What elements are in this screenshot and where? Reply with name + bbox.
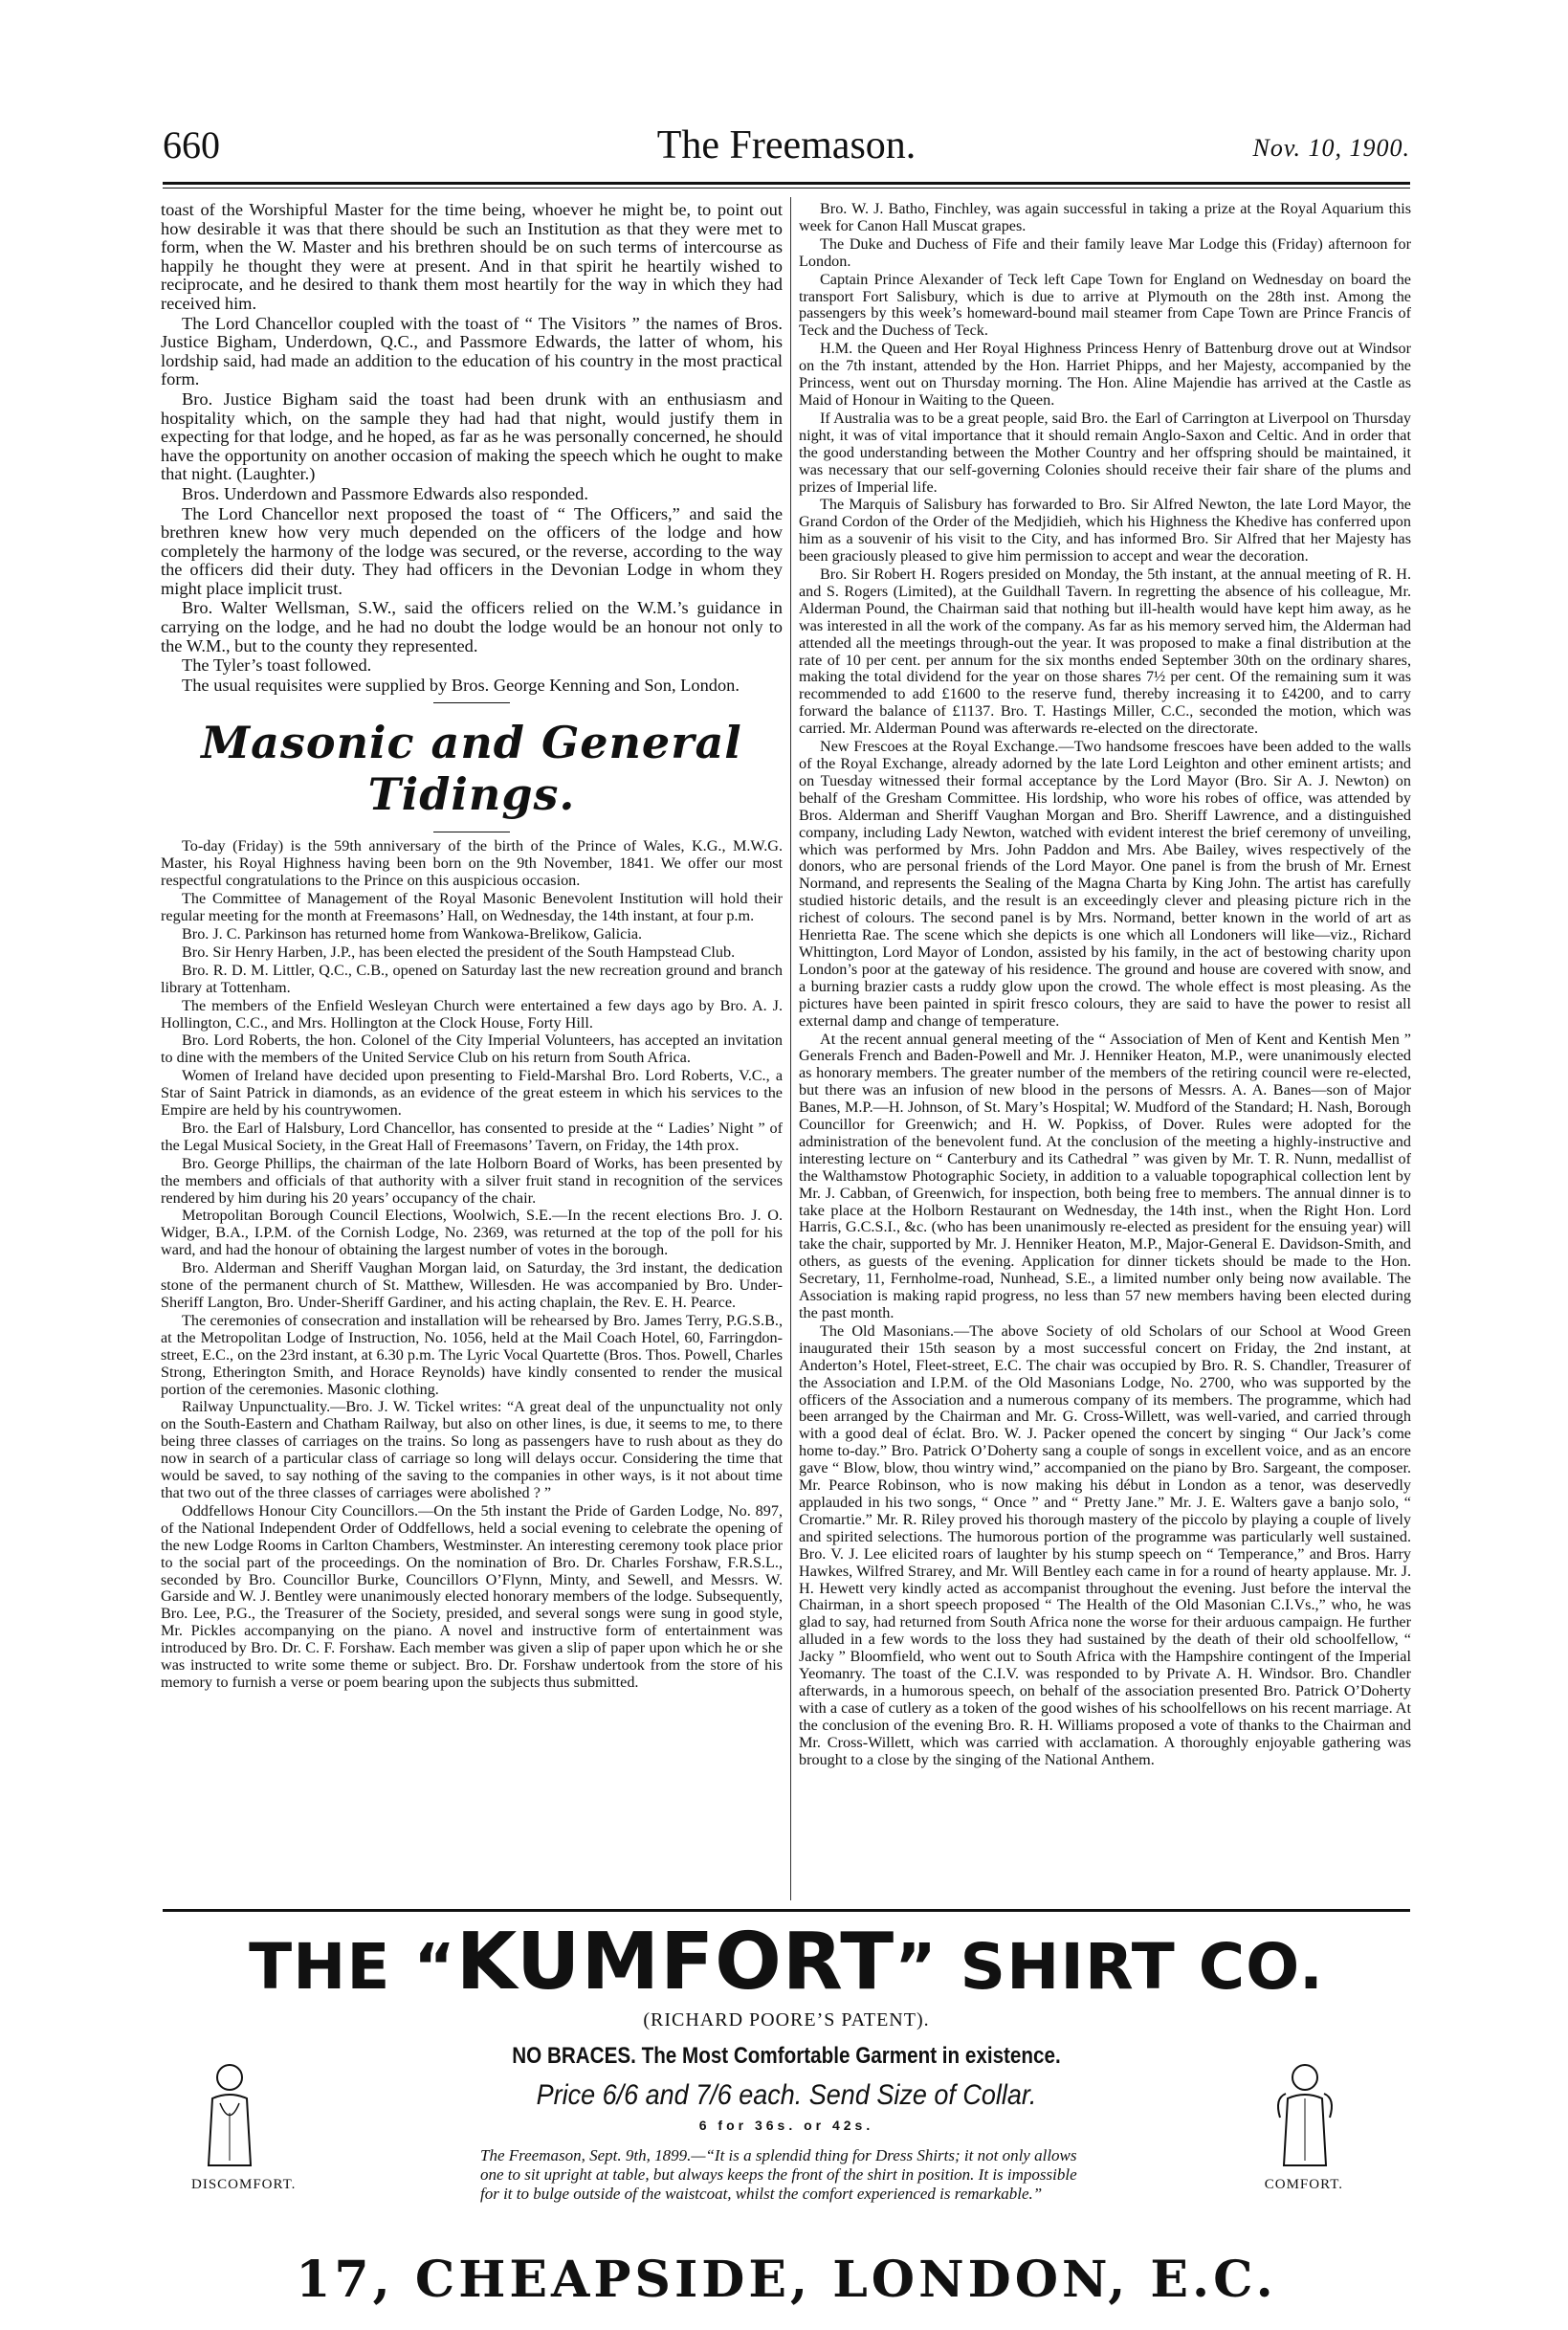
discomfort-figure-illustration xyxy=(191,2060,268,2175)
advert-title: THE “KUMFORT” SHIRT CO. xyxy=(249,1917,1324,2008)
comfort-figure-illustration xyxy=(1267,2060,1343,2175)
column-separator xyxy=(790,197,791,1900)
header-rule-thin xyxy=(163,188,1410,189)
news-item: The Old Masonians.—The above Society of old Scholars of our School at Wood Green inaugurated their 15th season by a most successful concert on Friday, the 2nd instant, at Anderton’s Hotel, Fleet-street, E.C. The chair was occupied by Bro. R. S. Chandler, Treasurer of the Association and I.P.M. of the Old Masonians Lodge, No. 2700, who was supported by the officers of the Association and a numerous company of its members. The programme, which had been arranged by the Chairman and Mr. G. Cross-Willett, was well-varied, and carried through with a good deal of éclat. Bro. W. J. Packer opened the concert by singing “ Our Jack’s come home to-day.” Bro. Patrick O’Doherty sang a couple of songs in excellent voice, and as an encore gave “ Blow, blow, thou wintry wind,” accompanied on the piano by Bro. Sargeant, the composer. Mr. Pearce Robinson, who is now making his début in London as a tenor, was deservedly applauded in his two songs, “ Once ” and “ Pretty Jane.” Mr. J. E. Walters gave a banjo solo, “ Cromartie.” Mr. R. Riley proved his thorough mastery of the piccolo by playing a couple of lively and spirited selections. The humorous portion of the programme was particularly well sustained. Bro. V. J. Lee elicited roars of laughter by his stump speech on “ Temperance,” and Bros. Harry Hawkes, Wilfred Strarey, and Mr. Will Bentley each came in for a round of hearty applause. Mr. J. H. Hewett very kindly acted as accompanist throughout the evening. Just before the interval the Chairman, in a short speech proposed “ The Health of the Old Masonian C.I.Vs.,” who, he was glad to say, had returned from South Africa none the worse for their arduous campaign. He further alluded in a few words to the loss they had sustained by the death of their old schoolfellow, “ Jacky ” Bloomfield, who went out to South Africa with the Hampshire contingent of the Imperial Yeomanry. The toast of the C.I.V. was responded to by Private A. H. Windsor. Bro. Chandler afterwards, in a humorous speech, on behalf of the association presented Bro. Patrick O’Doherty with a case of cutlery as a token of the good wishes of his schoolfellows on his recent marriage. At the conclusion of the evening Bro. R. H. Williams proposed a vote of thanks to the Chairman and Mr. Cross-Willett, which was carried with acclamation. A thoroughly enjoyable gathering was brought to a close by the singing of the National Anthem. xyxy=(799,1321,1411,1768)
news-item: The ceremonies of consecration and installation will be rehearsed by Bro. James Terry, P.G.S.B., at the Metropolitan Lodge of Instruction, No. 1056, held at the Mail Coach Hotel, 60, Farringdon-street, E.C., on the 23rd instant, at 6.30 p.m. The Lyric Vocal Quartette (Bros. Thos. Powell, Charles Strong, Etherington Smith, and Horace Reynolds) have kindly consented to render the musical portion of the ceremonies. Masonic clothing. xyxy=(161,1311,783,1398)
news-item: The Duke and Duchess of Fife and their family leave Mar Lodge this (Friday) afternoon for London. xyxy=(799,234,1411,270)
article-paragraph: Bro. Justice Bigham said the toast had been drunk with an enthusiasm and hospitality which, on the sample they had had that night, would justify them in expecting for that lodge, and he hoped, as far as he was personally concerned, he should have the opportunity on another occasion of making the speech which he ought to make that night. (Laughter.) xyxy=(161,388,783,484)
page-header xyxy=(163,122,1410,180)
caption-comfort: COMFORT. xyxy=(1264,2177,1343,2192)
article-paragraph: The Tyler’s toast followed. xyxy=(182,655,372,676)
news-item: Bro. George Phillips, the chairman of the late Holborn Board of Works, has been presented by the members and officials of that authority with a silver fruit stand in recognition of the services rendered by him during his 20 years’ occupancy of the chair. xyxy=(161,1154,783,1207)
right-column xyxy=(799,201,1411,1769)
page-number: 660 xyxy=(163,123,220,166)
news-item: Bro. W. J. Batho, Finchley, was again successful in taking a prize at the Royal Aquarium this week for Canon Hall Muscat grapes. xyxy=(799,200,1411,234)
news-item: Bro. Sir Robert H. Rogers presided on Monday, the 5th instant, at the annual meeting of R. H. and S. Rogers (Limited), at the Guildhall Tavern. In regretting the absence of his colleague, Mr. Alderman Pound, the Chairman said that nothing but ill-health would have kept him away, as he was interested in all the work of the company. As far as his memory served him, the Alderman had attended all the meetings through-out the year. It was proposed to make a final distribution at the rate of 10 per cent. per annum for the six months ended September 30th on the ordinary shares, making the total dividend for the year on those shares 7½ per cent. Of the remaining sum it was recommended to add £1600 to the reserve fund, thereby increasing it to £4200, and to carry forward the balance of £1137. Bro. T. Hastings Miller, C.C., seconded the motion, which was carried. Mr. Alderman Pound was afterwards re-elected on the directorate. xyxy=(799,566,1411,738)
kumfort-advertisement xyxy=(163,1917,1410,2319)
advert-price: Price 6/6 and 7/6 each. Send Size of Collar. xyxy=(536,2079,1037,2111)
news-item: Captain Prince Alexander of Teck left Cape Town for England on Wednesday on board the transport Fort Salisbury, which is due to arrive at Plymouth on the 28th inst. Among the passengers by this week’s homeward-bound mail steamer from Cape Town are Prince Francis of Teck and the Duchess of Teck. xyxy=(799,270,1411,340)
news-item: Oddfellows Honour City Councillors.—On the 5th instant the Pride of Garden Lodge, No. 897, of the National Independent Order of Oddfellows, held a social evening to celebrate the opening of the new Lodge Rooms in Carlton Chambers, Westminster. An interesting ceremony took place prior to the social part of the proceedings. On the nomination of Bro. Dr. Charles Forshaw, F.R.S.L., seconded by Bro. Councillor Burke, Councillors O’Flynn, Minty, and Sewell, and Messrs. W. Garside and W. J. Bentley were unanimously elected honorary members of the lodge. Subsequently, Bro. Lee, P.G., the Treasurer of the Society, presided, and several songs were sung in good style, Mr. Pickles accompanying on the piano. A novel and instructive form of entertainment was introduced by Bro. Dr. C. F. Forshaw. Each member was given a slip of paper upon which he or she was instructed to write some theme or subject. Bro. Dr. Forshaw undertook from the store of his memory to furnish a verse or poem bearing upon the subjects thus submitted. xyxy=(161,1501,783,1691)
news-item: Bro. Alderman and Sheriff Vaughan Morgan laid, on Saturday, the 3rd instant, the dedication stone of the permanent church of St. Matthew, Willesden. He was accompanied by Bro. Under-Sheriff Langton, Bro. Under-Sheriff Gardiner, and his acting chaplain, the Rev. E. H. Pearce. xyxy=(161,1259,783,1311)
news-item: The members of the Enfield Wesleyan Church were entertained a few days ago by Bro. A. J. Hollington, C.C., and Mrs. Hollington at the Clock House, Forty Hill. xyxy=(161,996,783,1032)
news-item: The Committee of Management of the Royal Masonic Benevolent Institution will hold their regular meeting for the month at Freemasons’ Hall, on Wednesday, the 14th instant, at four p.m. xyxy=(161,890,783,925)
left-column xyxy=(161,201,783,1693)
advert-address: 17, CHEAPSIDE, LONDON, E.C. xyxy=(296,2251,1277,2309)
news-item: Bro. Sir Henry Harben, J.P., has been elected the president of the South Hampstead Club. xyxy=(182,943,736,961)
news-item: Bro. the Earl of Halsbury, Lord Chancellor, has consented to preside at the “ Ladies’ Night ” of the Legal Musical Society, in the Great Hall of Freemasons’ Tavern, on Friday, the 14th prox. xyxy=(161,1119,783,1154)
advert-patent: (RICHARD POORE’S PATENT). xyxy=(643,2009,930,2030)
news-item: H.M. the Queen and Her Royal Highness Princess Henry of Battenburg drove out at Windsor on the 7th instant, attended by the Hon. Harriet Phipps, and her Majesty, accompanied by the Princess, went out on Thursday morning. The Hon. Aline Majendie has arrived at the Castle as Maid of Honour in Waiting to the Queen. xyxy=(799,340,1411,409)
news-item: At the recent annual general meeting of the “ Association of Men of Kent and Kentish Men ” Generals French and Baden-Powell and Mr. J. Henniker Heaton, M.P., were unanimously elected as honorary members. The greater number of the members of the retiring council were re-elected, but there was an infusion of new blood in the persons of Messrs. A. A. Banes—son of Major Banes, M.P.—H. Johnson, of St. Mary’s Hospital; W. Mudford of the Standard; H. Nash, Borough Councillor for Greenwich; and H. W. Popkiss, of Dover. Rules were adopted for the administration of the benevolent fund. At the conclusion of the meeting a highly-instructive and interesting lecture on “ Canterbury and its Cathedral ” was given by Mr. T. R. Nunn, medallist of the Walthamstow Photographic Society, in addition to a valuable topographical collection lent by Mr. J. Cabban, of Greenwich, for inspection, both being free to members. The annual dinner is to take place at the Holborn Restaurant on Wednesday, the 14th inst., when the Right Hon. Lord Harris, G.C.S.I., &c. (who has been unanimously re-elected as president for the ensuing year) will take the chair, supported by Mr. J. Henniker Heaton, M.P., Major-General E. Davidson-Smith, and others, as guests of the evening. Application for dinner tickets should be made to the Hon. Secretary, 11, Fernholme-road, Nunhead, S.E., a limited number only being now available. The Association is making rapid progress, no less than 57 new members having been elected during the past month. xyxy=(799,1030,1411,1321)
news-item: The Marquis of Salisbury has forwarded to Bro. Sir Alfred Newton, the late Lord Mayor, the Grand Cordon of the Order of the Medjidieh, which his Highness the Khedive has conferred upon him as a souvenir of his visit to the City, and has informed Bro. Sir Alfred that her Majesty has been graciously pleased to give him permission to accept and wear the decoration. xyxy=(799,496,1411,566)
advert-brand: KUMFORT xyxy=(455,1917,895,2008)
news-item: New Frescoes at the Royal Exchange.—Two handsome frescoes have been added to the walls of the Royal Exchange, already adorned by the late Lord Leighton and other eminent artists; and on Tuesday witnessed their formal acceptance by the Lord Mayor (Bro. Sir A. J. Newton) on behalf of the Gresham Committee. His lordship, who wore his robes of office, was attended by Bros. Alderman and Sheriff Vaughan Morgan and Bro. Sheriff Lawrence, and a distinguished company, including Lady Newton, watched with evident interest the brief ceremony of unveiling, which was performed by Mrs. John Paddon and Mrs. Abe Bailey, wives respectively of the donors, who are personal friends of the Lord Mayor. One panel is from the brush of Mr. Ernest Normand, and represents the Sealing of the Magna Charta by King John. The artist has carefully studied historic details, and the result is an exceedingly clever and pleasing picture rich in the richest of colours. The second panel is by Mrs. Normand, better known in the world of art as Henrietta Rae. The scene which she depicts is one which all Londoners will like—viz., Richard Whittington, Lord Mayor of London, assisted by his family, in the act of bestowing charity upon London’s poor at the gateway of his residence. The ground and house are covered with snow, and a burning brazier casts a ruddy glow upon the crowd. The whole effect is most pleasing. As the pictures have been painted in spirit fresco colours, they are said to have the power to resist all external damp and change of temperature. xyxy=(799,738,1411,1030)
article-paragraph: The usual requisites were supplied by Bros. George Kenning and Son, London. xyxy=(182,675,740,695)
section-divider xyxy=(433,702,510,703)
news-item: Railway Unpunctuality.—Bro. J. W. Tickel writes: “A great deal of the unpunctuality not only on the South-Eastern and Chatham Railway, but also on other lines, is due, it seems to me, to there being three classes of carriages on the trains. So long as passengers have to rush about as they do now in search of a particular class of carriage so long will delays occur. Considering the time that would be saved, to say nothing of the saving to the companies in other ways, is it not about time that two out of the three classes of carriages were abolished ? ” xyxy=(161,1398,783,1501)
advert-bulk-price: 6 for 36s. or 42s. xyxy=(698,2118,874,2133)
news-item: Bro. R. D. M. Littler, Q.C., C.B., opened on Saturday last the new recreation ground and branch library at Tottenham. xyxy=(161,961,783,996)
article-paragraph: Bros. Underdown and Passmore Edwards also responded. xyxy=(182,483,588,503)
article-paragraph: toast of the Worshipful Master for the time being, whoever he might be, to point out how desirable it was that there should be such an Institution as that they were met to form, when the W. Master and his brethren should be on such terms of intercourse as happily he thought they were at present. And in that spirit he heartily wished to reciprocate, and he desired to thank them most heartily for the way in which they had received him. xyxy=(161,200,783,313)
issue-date: Nov. 10, 1900. xyxy=(1252,134,1410,162)
news-item: To-day (Friday) is the 59th anniversary of the birth of the Prince of Wales, K.G., M.W.G. Master, his Royal Highness having been born on the 9th November, 1841. We offer our most respectful congratulations to the Prince on this auspicious occasion. xyxy=(161,837,783,890)
news-item: Bro. J. C. Parkinson has returned home from Wankowa-Brelikow, Galicia. xyxy=(182,924,643,943)
caption-discomfort: DISCOMFORT. xyxy=(191,2177,297,2192)
news-item: Metropolitan Borough Council Elections, Woolwich, S.E.—In the recent elections Bro. J. O. Widger, B.A., I.P.M. of the Cornish Lodge, No. 2369, was returned at the top of the poll for his ward, and had the honour of obtaining the largest number of votes in the borough. xyxy=(161,1207,783,1259)
advert-testimonial: The Freemason, Sept. 9th, 1899.—“It is a splendid thing for Dress Shirts; it not only allows one to sit upright at table, but always keeps the front of the shirt in position. It is impossible for it to bulge outside of the waistcoat, whilst the comfort experienced is remarkable.” xyxy=(480,2146,1077,2203)
article-paragraph: Bro. Walter Wellsman, S.W., said the officers relied on the W.M.’s guidance in carrying on the lodge, and he had no doubt the lodge would be an honour not only to the W.M., but to the county they represented. xyxy=(161,598,783,655)
masthead-title: The Freemason. xyxy=(656,123,917,167)
header-rule xyxy=(163,182,1410,185)
advert-rule xyxy=(163,1909,1410,1912)
news-item: Bro. Lord Roberts, the hon. Colonel of the City Imperial Volunteers, has accepted an invitation to dine with the members of the United Service Club on his return from South Africa. xyxy=(161,1032,783,1067)
news-item: Women of Ireland have decided upon presenting to Field-Marshal Bro. Lord Roberts, V.C., a Star of Saint Patrick in diamonds, as an evidence of the great esteem in which his services to the Empire are held by his countrywomen. xyxy=(161,1067,783,1120)
section-heading: Masonic and General Tidings. xyxy=(201,717,742,821)
article-paragraph: The Lord Chancellor coupled with the toast of “ The Visitors ” the names of Bros. Justice Bigham, Underdown, Q.C., and Passmore Edwards, the latter of whom, his lordship said, had made an addition to the education of his country in the most practical form. xyxy=(161,313,783,389)
advert-tagline: NO BRACES. The Most Comfortable Garment in existence. xyxy=(512,2043,1061,2069)
news-item: If Australia was to be a great people, said Bro. the Earl of Carrington at Liverpool on Thursday night, it was of vital importance that it should remain Anglo-Saxon and Celtic. And in order that the good understanding between the Mother Country and her offspring should be maintained, it was necessary that our self-governing Colonies should receive their fair share of the plums and prizes of Imperial life. xyxy=(799,409,1411,496)
article-paragraph: The Lord Chancellor next proposed the toast of “ The Officers,” and said the brethren knew how very much depended on the officers of the lodge and how completely the harmony of the lodge was secured, or the reverse, according to the way the officers did their duty. They had officers in the Devonian Lodge in whom they might place implicit trust. xyxy=(161,503,783,598)
